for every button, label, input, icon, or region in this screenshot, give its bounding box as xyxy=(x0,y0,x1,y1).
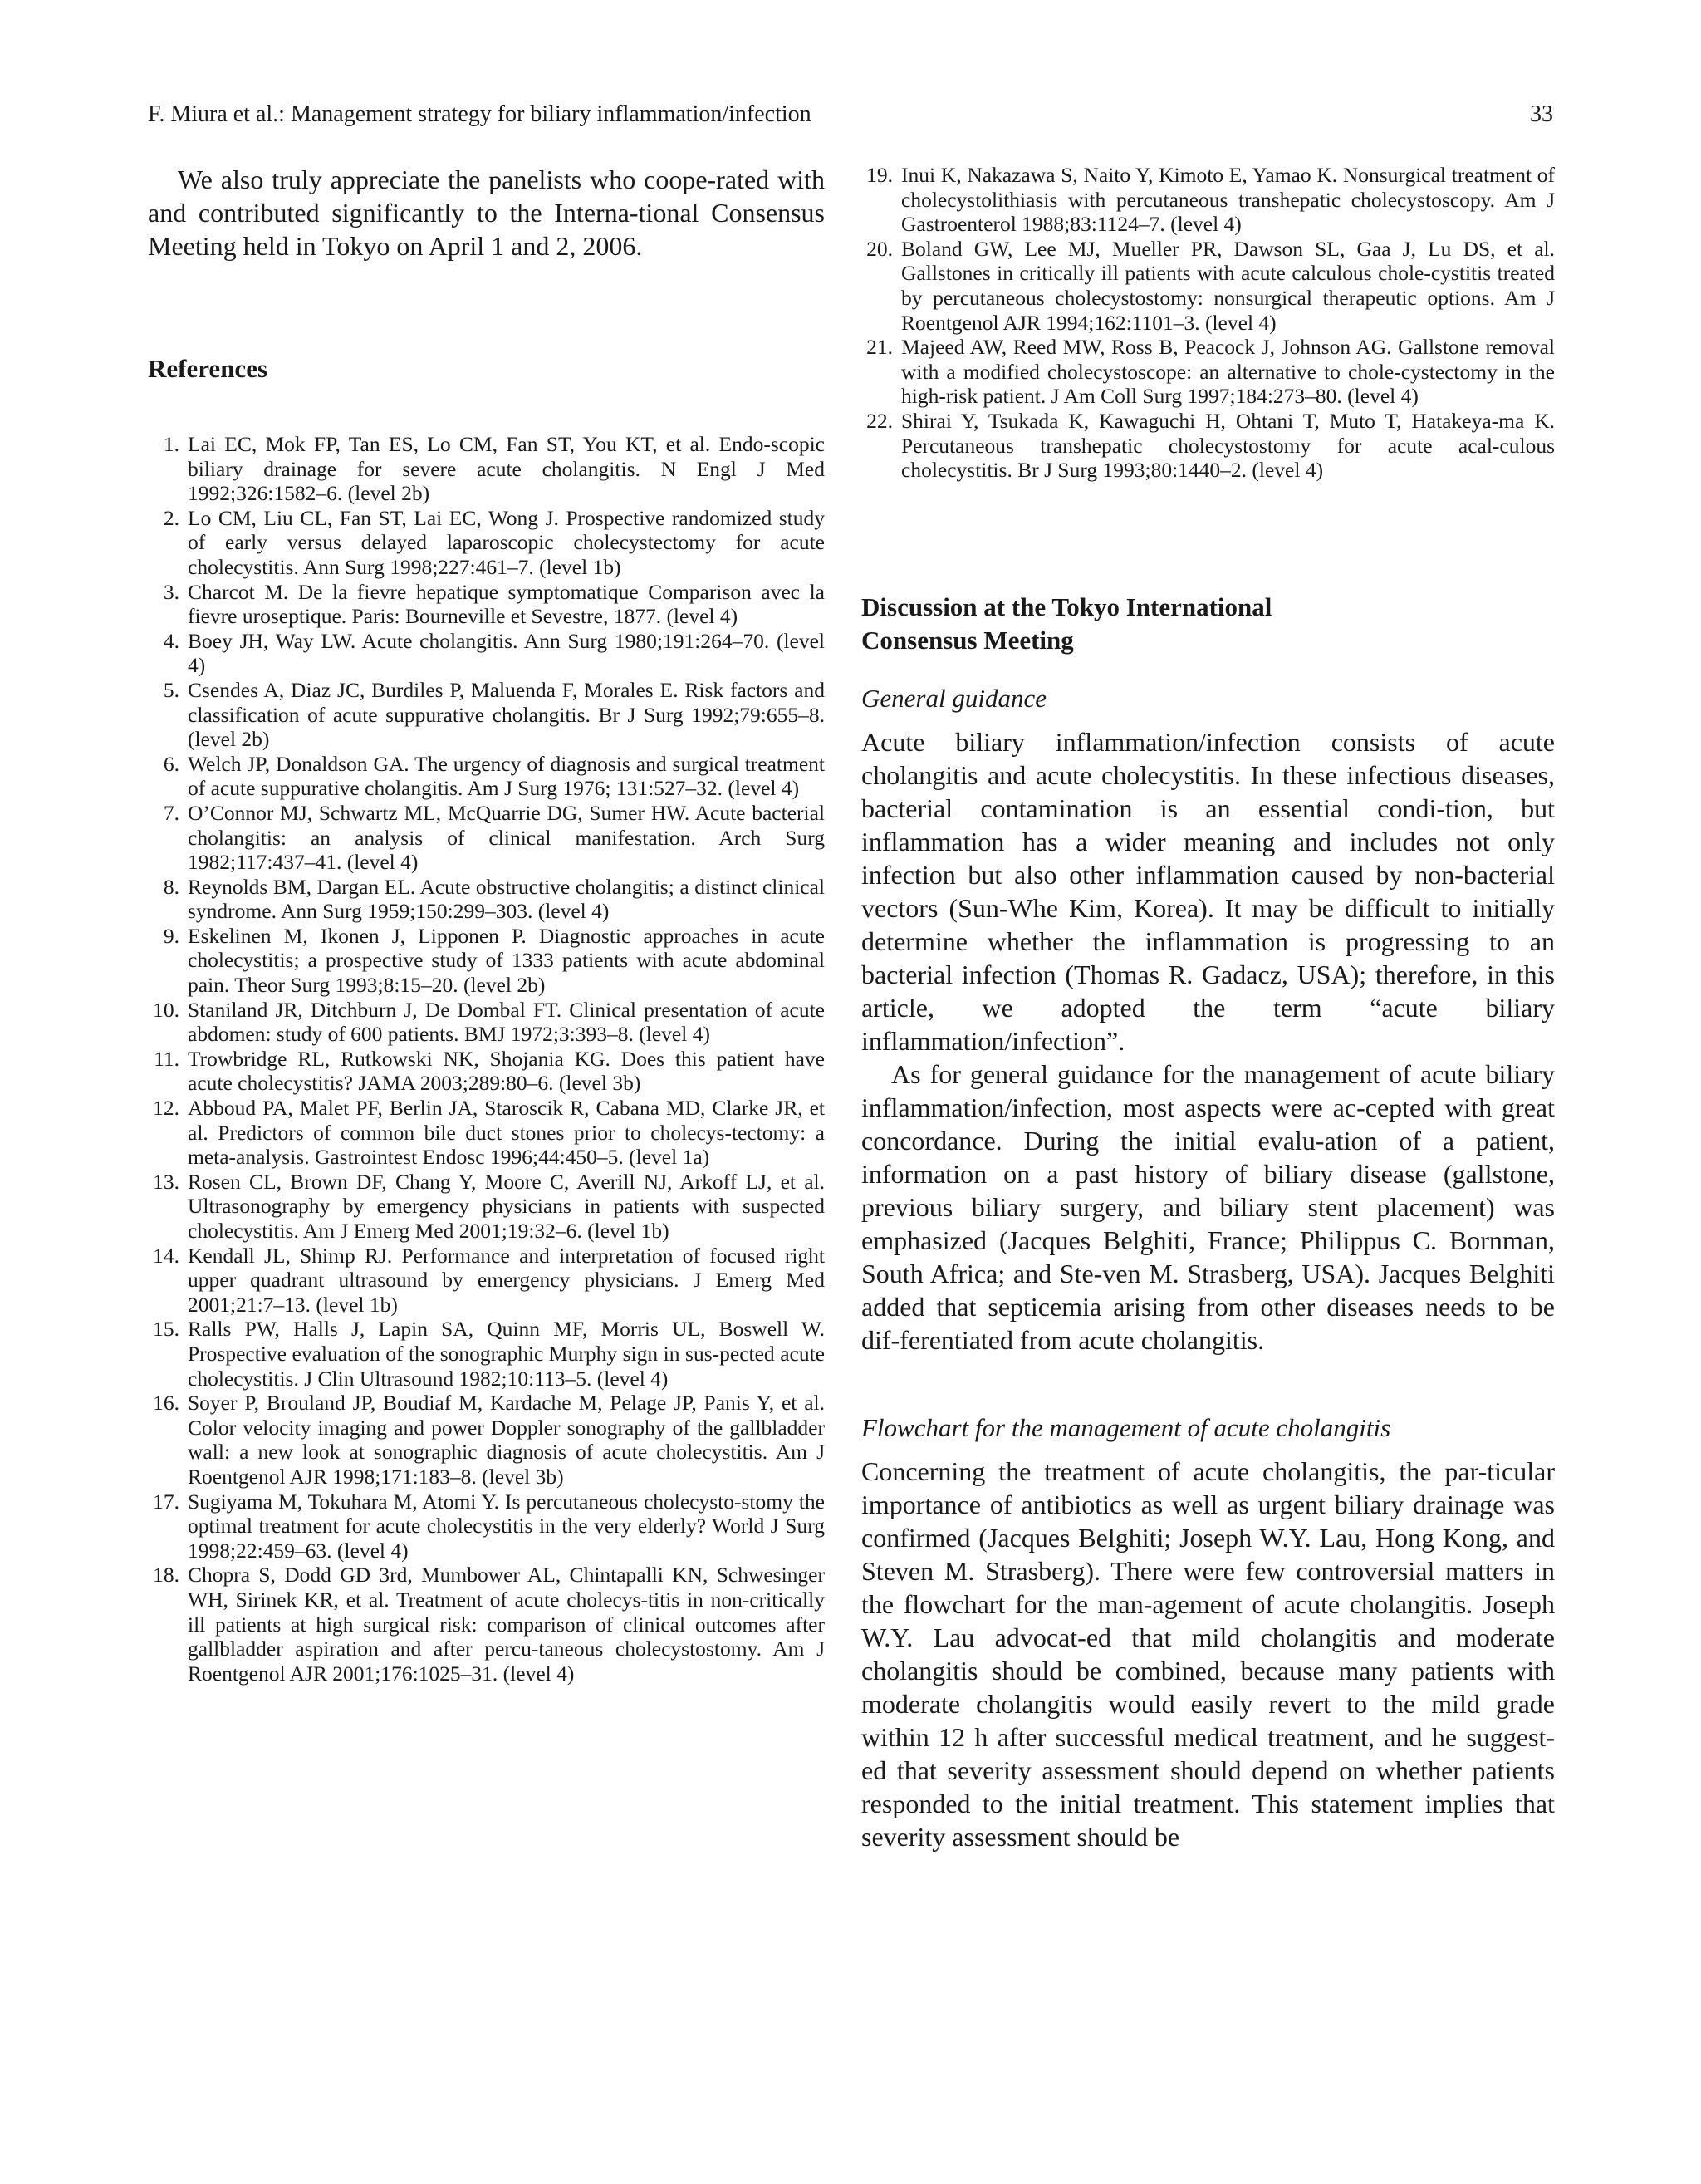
reference-item xyxy=(148,580,825,629)
reference-number: 16. xyxy=(153,1391,179,1416)
reference-item xyxy=(148,629,825,678)
reference-number: 20. xyxy=(866,236,893,261)
reference-item xyxy=(148,875,825,924)
discussion-heading-line2: Consensus Meeting xyxy=(861,625,1074,655)
reference-text: O’Connor MJ, Schwartz ML, McQuarrie DG, Sumer HW. Acute bacterial cholangitis: an analysis of clinical manifestation. Arch Surg 1982;117:437–41. (level 4) xyxy=(188,800,825,875)
reference-item xyxy=(148,1391,825,1489)
reference-number: 12. xyxy=(153,1096,179,1121)
general-guidance-paragraph-2: As for general guidance for the management of acute biliary inflammation/infection, most aspects were ac-cepted with great concordance. During the initial evalu-ation of a patient, information on a past history of biliary disease (gallstone, previous biliary surgery, and biliary stent placement) was emphasized (Jacques Belghiti, France; Philippus C. Bornman, South Africa; and Ste-ven M. Strasberg, USA). Jacques Belghiti added that septicemia arising from other diseases needs to be dif-ferentiated from acute cholangitis. xyxy=(861,1058,1555,1355)
reference-number: 11. xyxy=(154,1046,179,1071)
reference-number: 15. xyxy=(153,1317,179,1342)
reference-number: 18. xyxy=(153,1563,179,1588)
reference-text: Majeed AW, Reed MW, Ross B, Peacock J, Johnson AG. Gallstone removal with a modified cholecystoscope: an alternative to chole-cystectomy in the high-risk patient. J Am Coll Surg 1997;184:273–80. (level 4) xyxy=(901,335,1555,409)
reference-text: Welch JP, Donaldson GA. The urgency of diagnosis and surgical treatment of acute suppurative cholangitis. Am J Surg 1976; 131:527–32. (level 4) xyxy=(188,751,825,801)
reference-item xyxy=(148,1244,825,1318)
reference-item xyxy=(148,432,825,506)
reference-text: Csendes A, Diaz JC, Burdiles P, Maluenda F, Morales E. Risk factors and classification of acute suppurative cholangitis. Br J Surg 1992;79:655–8. (level 2b) xyxy=(188,677,825,752)
reference-item xyxy=(861,237,1555,335)
reference-text: Reynolds BM, Dargan EL. Acute obstructive cholangitis; a distinct clinical syndrome. Ann Surg 1959;150:299–303. (level 4) xyxy=(188,874,825,924)
discussion-heading xyxy=(861,591,1555,657)
right-column xyxy=(861,163,1555,1853)
reference-number: 7. xyxy=(163,800,179,825)
general-guidance-heading: General guidance xyxy=(861,683,1047,713)
reference-text: Sugiyama M, Tokuhara M, Atomi Y. Is percutaneous cholecysto-stomy the optimal treatment for acute cholecystitis in the very elderly? World J Surg 1998;22:459–63. (level 4) xyxy=(188,1489,825,1563)
page-number: 33 xyxy=(1530,101,1553,127)
reference-item xyxy=(861,335,1555,409)
reference-text: Charcot M. De la fievre hepatique symptomatique Comparison avec la fievre uroseptique. Paris: Bourneville et Sevestre, 1877. (level 4) xyxy=(188,579,825,629)
running-title: F. Miura et al.: Management strategy for biliary inflammation/infection xyxy=(148,101,811,127)
reference-item xyxy=(148,1170,825,1244)
reference-text: Inui K, Nakazawa S, Naito Y, Kimoto E, Yamao K. Nonsurgical treatment of cholecystolithiasis with percutaneous transhepatic cholecystoscopy. Am J Gastroenterol 1988;83:1124–7. (level 4) xyxy=(901,163,1555,237)
reference-item xyxy=(861,409,1555,483)
reference-text: Soyer P, Brouland JP, Boudiaf M, Kardache M, Pelage JP, Panis Y, et al. Color velocity imaging and power Doppler sonography of the gallbladder wall: a new look at sonographic diagnosis of acute cholecystitis. Am J Roentgenol AJR 1998;171:183–8. (level 3b) xyxy=(188,1391,825,1489)
reference-number: 4. xyxy=(163,628,179,653)
reference-number: 5. xyxy=(163,677,179,702)
reference-text: Trowbridge RL, Rutkowski NK, Shojania KG. Does this patient have acute cholecystitis? JAMA 2003;289:80–6. (level 3b) xyxy=(188,1046,825,1096)
reference-text: Boland GW, Lee MJ, Mueller PR, Dawson SL, Gaa J, Lu DS, et al. Gallstones in critically ill patients with acute calculous chole-cystitis treated by percutaneous cholecystostomy: nonsurgical therapeutic options. Am J Roentgenol AJR 1994;162:1101–3. (level 4) xyxy=(901,236,1555,335)
reference-text: Eskelinen M, Ikonen J, Lipponen P. Diagnostic approaches in acute cholecystitis; a prospective study of 1333 patients with acute abdominal pain. Theor Surg 1993;8:15–20. (level 2b) xyxy=(188,923,825,998)
references-list-left xyxy=(148,432,825,1686)
reference-number: 6. xyxy=(163,751,179,776)
reference-number: 22. xyxy=(866,408,893,433)
reference-number: 21. xyxy=(866,335,893,360)
reference-number: 19. xyxy=(866,163,893,187)
running-header xyxy=(148,98,1553,131)
general-guidance-paragraph-1: Acute biliary inflammation/infection consists of acute cholangitis and acute cholecystitis. In these infectious diseases, bacterial contamination is an essential condi-tion, but inflammation has a wider meaning and includes not only infection but also other inflammation caused by non-bacterial vectors (Sun-Whe Kim, Korea). It may be difficult to initially determine whether the inflammation is progressing to an bacterial infection (Thomas R. Gadacz, USA); therefore, in this article, we adopted the term “acute biliary inflammation/infection”. xyxy=(861,726,1555,1056)
reference-number: 2. xyxy=(163,505,179,530)
reference-number: 10. xyxy=(153,997,179,1022)
reference-text: Rosen CL, Brown DF, Chang Y, Moore C, Averill NJ, Arkoff LJ, et al. Ultrasonography by emergency physicians in patients with suspected cholecystitis. Am J Emerg Med 2001;19:32–6. (level 1b) xyxy=(188,1169,825,1243)
reference-text: Ralls PW, Halls J, Lapin SA, Quinn MF, Morris UL, Boswell W. Prospective evaluation of the sonographic Murphy sign in sus-pected acute cholecystitis. J Clin Ultrasound 1982;10:113–5. (level 4) xyxy=(188,1317,825,1391)
reference-number: 3. xyxy=(163,579,179,604)
left-column xyxy=(148,163,825,1686)
reference-text: Shirai Y, Tsukada K, Kawaguchi H, Ohtani T, Muto T, Hatakeya-ma K. Percutaneous transhepatic cholecystostomy for acute acal-culous cholecystitis. Br J Surg 1993;80:1440–2. (level 4) xyxy=(901,408,1555,483)
reference-number: 14. xyxy=(153,1243,179,1268)
acknowledgment-paragraph: We also truly appreciate the panelists who coope-rated with and contributed significantly to the Interna-tional Consensus Meeting held in Tokyo on April 1 and 2, 2006. xyxy=(148,164,825,261)
reference-item xyxy=(148,924,825,998)
reference-number: 13. xyxy=(153,1169,179,1194)
reference-item xyxy=(148,998,825,1047)
reference-text: Abboud PA, Malet PF, Berlin JA, Staroscik R, Cabana MD, Clarke JR, et al. Predictors of common bile duct stones prior to cholecys-tectomy: a meta-analysis. Gastrointest Endosc 1996;44:450–5. (level 1a) xyxy=(188,1096,825,1170)
reference-item xyxy=(148,1096,825,1170)
reference-text: Lo CM, Liu CL, Fan ST, Lai EC, Wong J. Prospective randomized study of early versus delayed laparoscopic cholecystectomy for acute cholecystitis. Ann Surg 1998;227:461–7. (level 1b) xyxy=(188,505,825,579)
reference-text: Kendall JL, Shimp RJ. Performance and interpretation of focused right upper quadrant ultrasound by emergency physicians. J Emerg Med 2001;21:7–13. (level 1b) xyxy=(188,1243,825,1317)
reference-number: 8. xyxy=(163,874,179,899)
reference-item xyxy=(148,506,825,580)
reference-text: Boey JH, Way LW. Acute cholangitis. Ann Surg 1980;191:264–70. (level 4) xyxy=(188,628,825,678)
reference-text: Staniland JR, Ditchburn J, De Dombal FT. Clinical presentation of acute abdomen: study of 600 patients. BMJ 1972;3:393–8. (level 4) xyxy=(188,997,825,1047)
reference-item xyxy=(148,678,825,752)
references-heading: References xyxy=(148,354,268,383)
references-list-right xyxy=(861,163,1555,483)
flowchart-paragraph-1: Concerning the treatment of acute cholangitis, the par-ticular importance of antibiotics as well as urgent biliary drainage was confirmed (Jacques Belghiti; Joseph W.Y. Lau, Hong Kong, and Steven M. Strasberg). There were few controversial matters in the flowchart for the man-agement of acute cholangitis. Joseph W.Y. Lau advocat-ed that mild cholangitis and moderate cholangitis should be combined, because many patients with moderate cholangitis would easily revert to the mild grade within 12 h after successful medical treatment, and he suggest-ed that severity assessment should depend on whether patients responded to the initial treatment. This statement implies that severity assessment should be xyxy=(861,1455,1555,1852)
reference-number: 1. xyxy=(163,432,179,456)
discussion-heading-line1: Discussion at the Tokyo International xyxy=(861,591,1272,621)
reference-number: 17. xyxy=(153,1489,179,1514)
reference-item xyxy=(148,801,825,875)
reference-item xyxy=(148,1047,825,1096)
reference-text: Chopra S, Dodd GD 3rd, Mumbower AL, Chintapalli KN, Schwesinger WH, Sirinek KR, et al. Treatment of acute cholecys-titis in non-critically ill patients at high surgical risk: comparison of clinical outcomes after gallbladder aspiration and after percu-taneous cholecystostomy. Am J Roentgenol AJR 2001;176:1025–31. (level 4) xyxy=(188,1563,825,1686)
reference-number: 9. xyxy=(163,923,179,948)
flowchart-heading: Flowchart for the management of acute cholangitis xyxy=(861,1412,1391,1442)
reference-item xyxy=(148,1563,825,1686)
reference-item xyxy=(148,752,825,801)
reference-text: Lai EC, Mok FP, Tan ES, Lo CM, Fan ST, You KT, et al. Endo-scopic biliary drainage for severe acute cholangitis. N Engl J Med 1992;326:1582–6. (level 2b) xyxy=(188,432,825,506)
reference-item xyxy=(861,163,1555,237)
reference-item xyxy=(148,1317,825,1391)
reference-item xyxy=(148,1490,825,1563)
